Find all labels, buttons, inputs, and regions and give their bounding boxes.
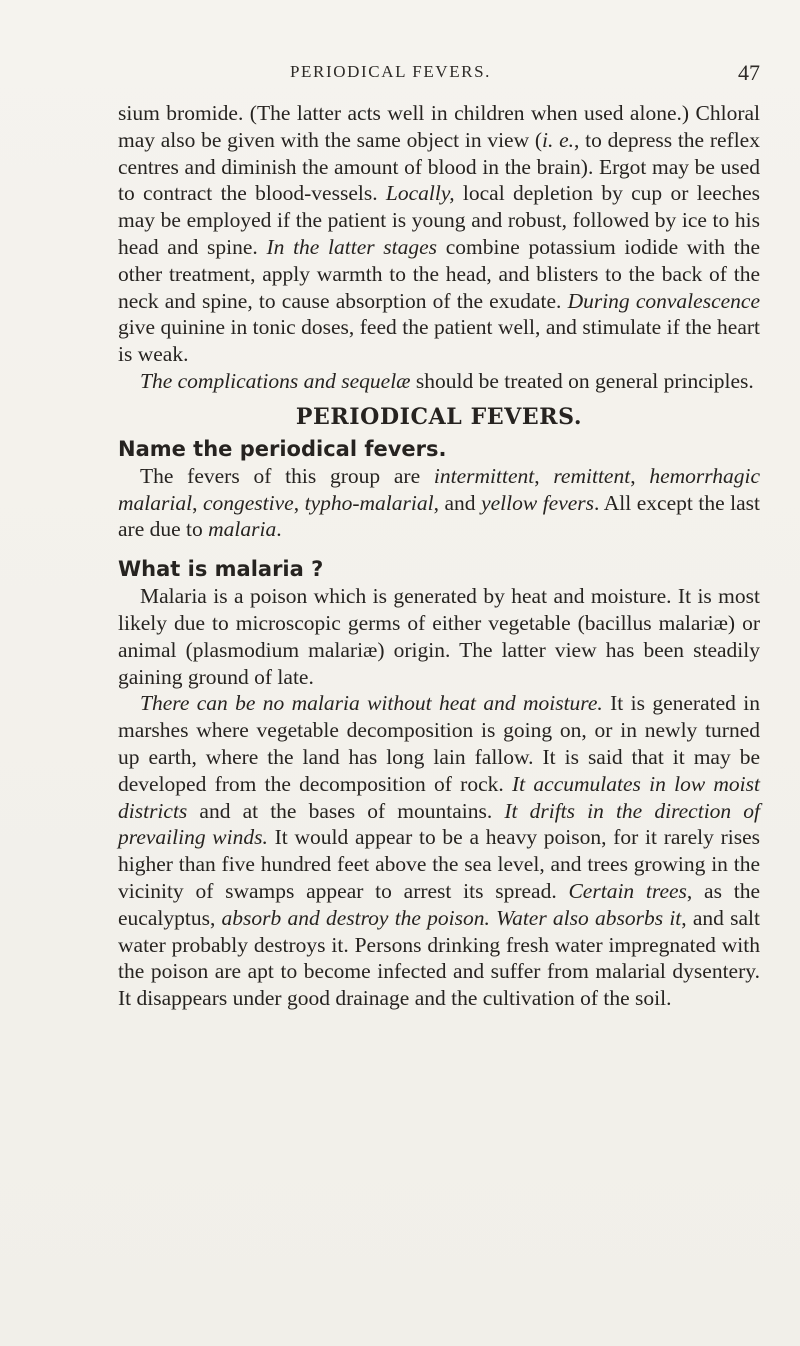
paragraph-treatment: sium bromide. (The latter acts well in children when used alone.) Chloral may also be given with the same object in view (i. e., to depress the reflex centres and diminish the amount of blood in the brain). Ergot may be used to contract the blood-vessels. Locally, local depletion by cup or leeches may be employed if the patient is young and robust, followed by ice to his head and spine. In the latter stages combine potassium iodide with the other treatment, apply warmth to the head, and blisters to the back of the neck and spine, to cause absorption of the exudate. During convalescence give quinine in tonic doses, feed the patient well, and stimulate if the heart is weak.: [118, 101, 760, 367]
paragraph-fever-list: The fevers of this group are intermittent, remittent, hemorrhagic malarial, congestive, typho-malarial, and yellow fevers. All except the last are due to malaria.: [118, 463, 761, 542]
section-title: PERIODICAL FEVERS.: [295, 403, 583, 430]
running-title: PERIODICAL FEVERS.: [290, 62, 492, 81]
paragraph-malaria-definition: Malaria is a poison which is generated by heat and moisture. It is most likely due to microscopic germs of either vegetable (bacillus malariæ) or animal (plasmodium malariæ) origin. The latter view has been steadily gaining ground of late.: [118, 584, 760, 689]
question-what-is-malaria: What is malaria ?: [118, 557, 324, 582]
spacer: [118, 543, 760, 553]
running-header: [118, 62, 760, 86]
question-name-fevers: Name the periodical fevers.: [118, 436, 447, 461]
page-number: 47: [738, 60, 760, 85]
paragraph-complications: The complications and sequelæ should be treated on general principles.: [140, 368, 754, 393]
body-text: [118, 100, 760, 1012]
paragraph-malaria-conditions: There can be no malaria without heat and moisture. It is generated in marshes where vegetable decomposition is going on, or in newly turned up earth, where the land has long lain fallow. It is said that it may be developed from the decomposition of rock. It accumulates in low moist districts and at the bases of mountains. It drifts in the direction of prevailing winds. It would appear to be a heavy poison, for it rarely rises higher than five hundred feet above the sea level, and trees growing in the vicinity of swamps appear to arrest its spread. Certain trees, as the eucalyptus, absorb and destroy the poison. Water also absorbs it, and salt water probably destroys it. Persons drinking fresh water impregnated with the poison are apt to become infected and suffer from malarial dysentery. It disappears under good drainage and the cultivation of the soil.: [118, 691, 761, 1011]
